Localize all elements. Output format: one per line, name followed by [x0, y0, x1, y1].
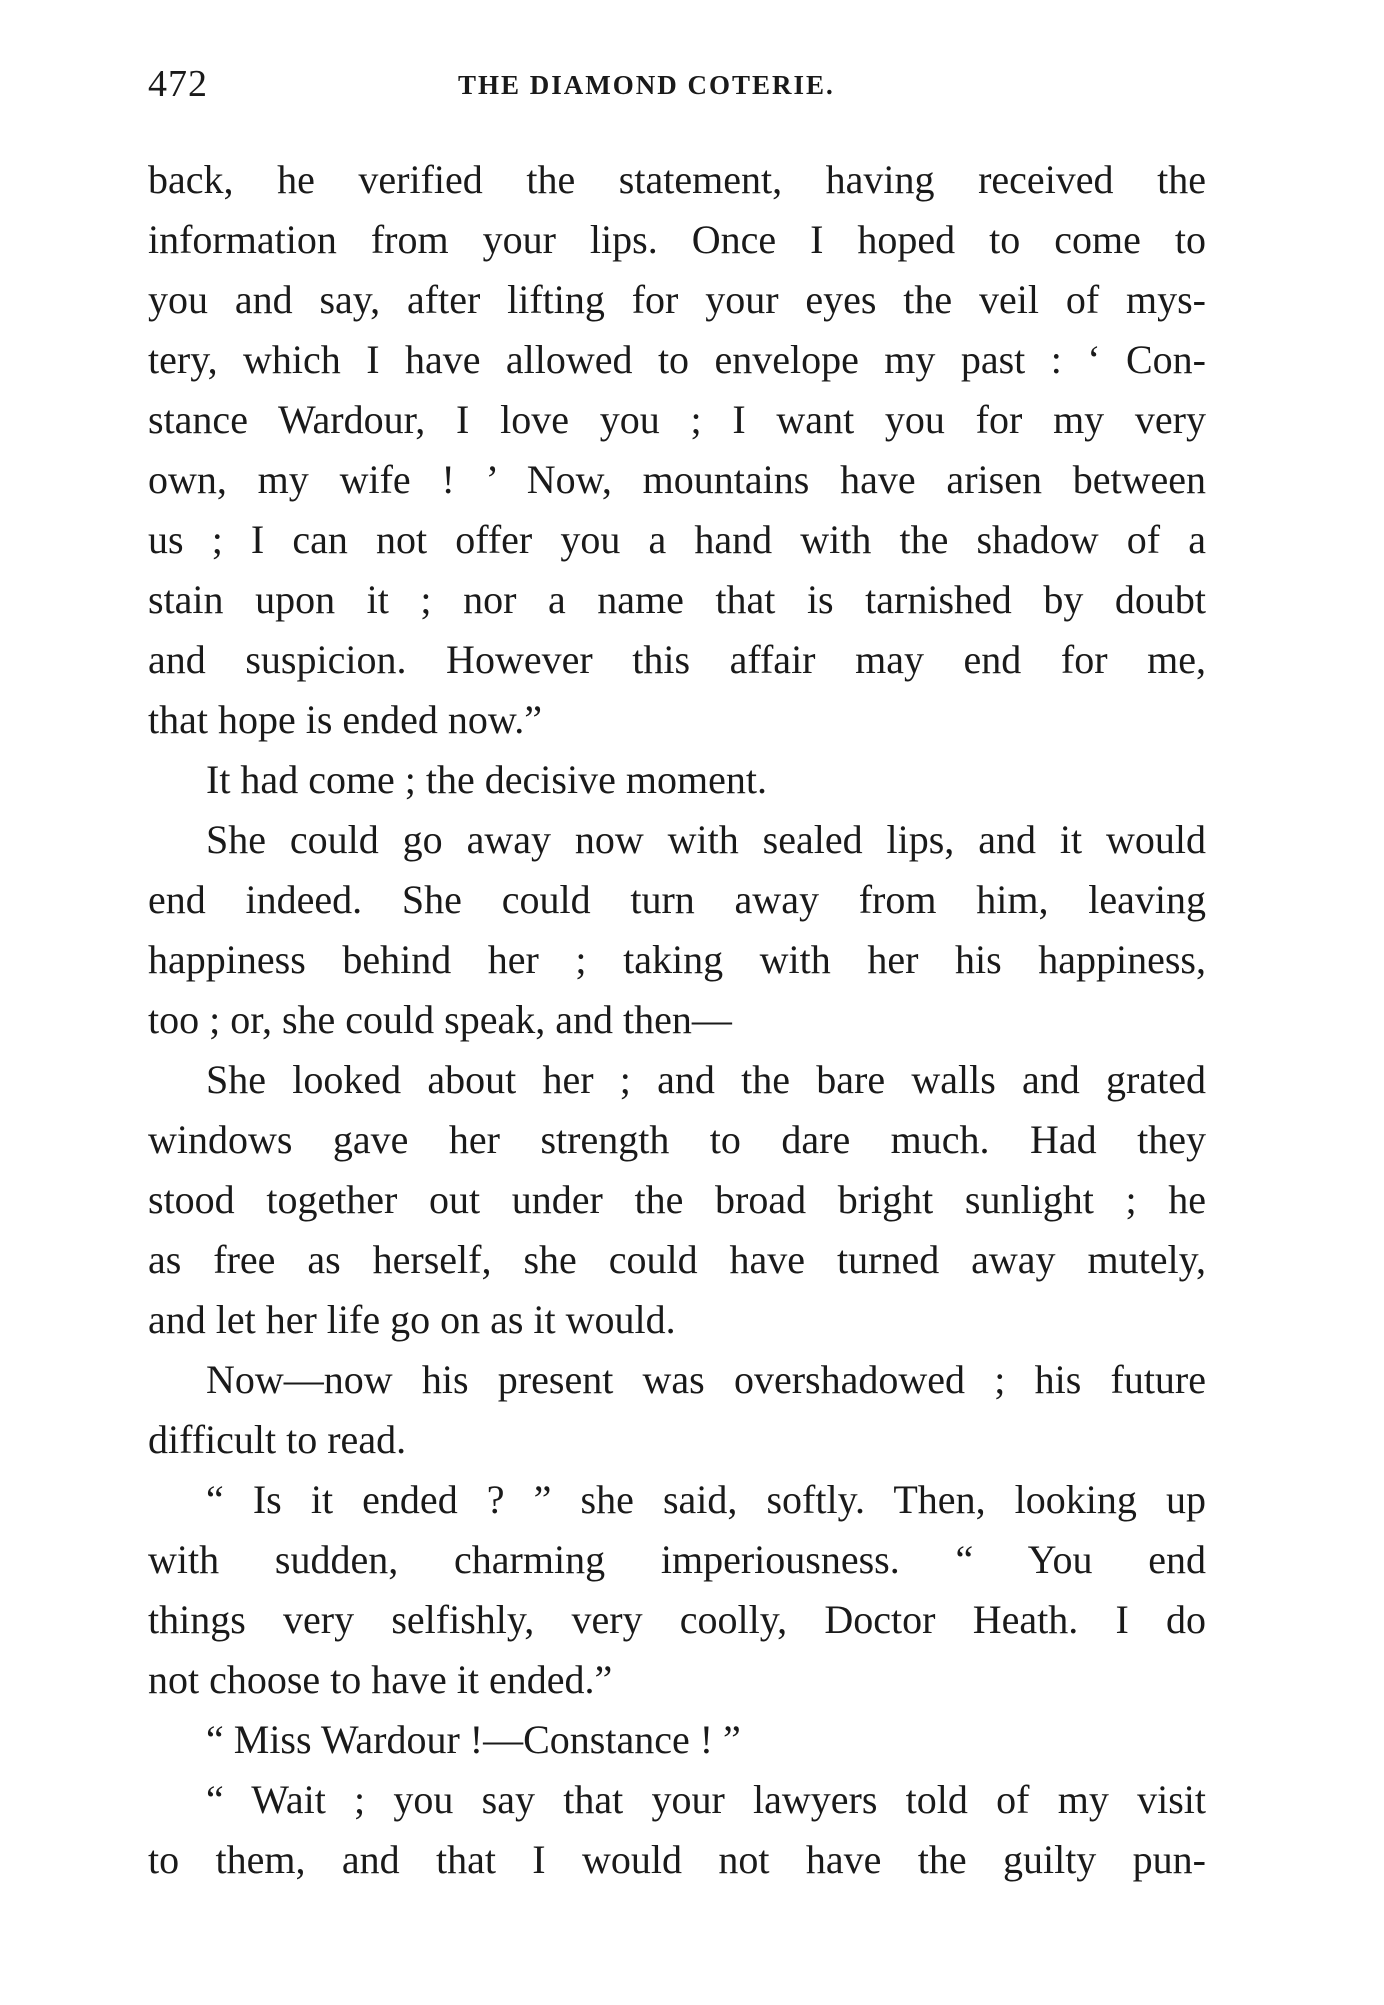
text-line: Now—now his present was overshadowed ; his future [206, 1357, 1206, 1402]
text-line: “ Miss Wardour !—Constance ! ” [206, 1717, 741, 1762]
text-line: not choose to have it ended.” [148, 1657, 613, 1702]
running-head [148, 62, 1210, 112]
text-line: happiness behind her ; taking with her his happiness, [148, 937, 1206, 982]
body-text [148, 150, 1206, 1890]
text-line: She could go away now with sealed lips, and it would [206, 817, 1206, 862]
paragraph [148, 1050, 1206, 1350]
text-line: and let her life go on as it would. [148, 1297, 676, 1342]
text-line: end indeed. She could turn away from him, leaving [148, 877, 1206, 922]
text-line: us ; I can not offer you a hand with the shadow of a [148, 517, 1206, 562]
text-line: that hope is ended now.” [148, 697, 542, 742]
text-line: windows gave her strength to dare much. Had they [148, 1117, 1206, 1162]
text-line: stain upon it ; nor a name that is tarnished by doubt [148, 577, 1206, 622]
paragraph [148, 1770, 1206, 1890]
running-title: THE DIAMOND COTERIE. [458, 70, 835, 100]
text-line: as free as herself, she could have turned away mutely, [148, 1237, 1206, 1282]
text-line: you and say, after lifting for your eyes the veil of mys- [148, 277, 1206, 322]
text-line: She looked about her ; and the bare walls and grated [206, 1057, 1206, 1102]
text-line: to them, and that I would not have the guilty pun- [148, 1837, 1206, 1882]
paragraph [148, 150, 1206, 750]
text-line: difficult to read. [148, 1417, 407, 1462]
text-line: too ; or, she could speak, and then— [148, 997, 732, 1042]
text-line: information from your lips. Once I hoped to come to [148, 217, 1206, 262]
text-line: “ Is it ended ? ” she said, softly. Then, looking up [206, 1477, 1206, 1522]
text-line: things very selfishly, very coolly, Doctor Heath. I do [148, 1597, 1206, 1642]
text-line: It had come ; the decisive moment. [206, 757, 767, 802]
text-line: own, my wife ! ’ Now, mountains have arisen between [148, 457, 1206, 502]
text-line: tery, which I have allowed to envelope my past : ‘ Con- [148, 337, 1206, 382]
text-line: with sudden, charming imperiousness. “ You end [148, 1537, 1206, 1582]
text-line: “ Wait ; you say that your lawyers told of my visit [206, 1777, 1206, 1822]
paragraph [148, 750, 1206, 810]
text-line: stood together out under the broad bright sunlight ; he [148, 1177, 1206, 1222]
page-number: 472 [148, 63, 208, 105]
text-line: and suspicion. However this affair may end for me, [148, 637, 1206, 682]
paragraph [148, 1710, 1206, 1770]
paragraph [148, 1470, 1206, 1710]
text-line: stance Wardour, I love you ; I want you for my very [148, 397, 1206, 442]
text-line: back, he verified the statement, having received the [148, 157, 1206, 202]
paragraph [148, 1350, 1206, 1470]
paragraph [148, 810, 1206, 1050]
